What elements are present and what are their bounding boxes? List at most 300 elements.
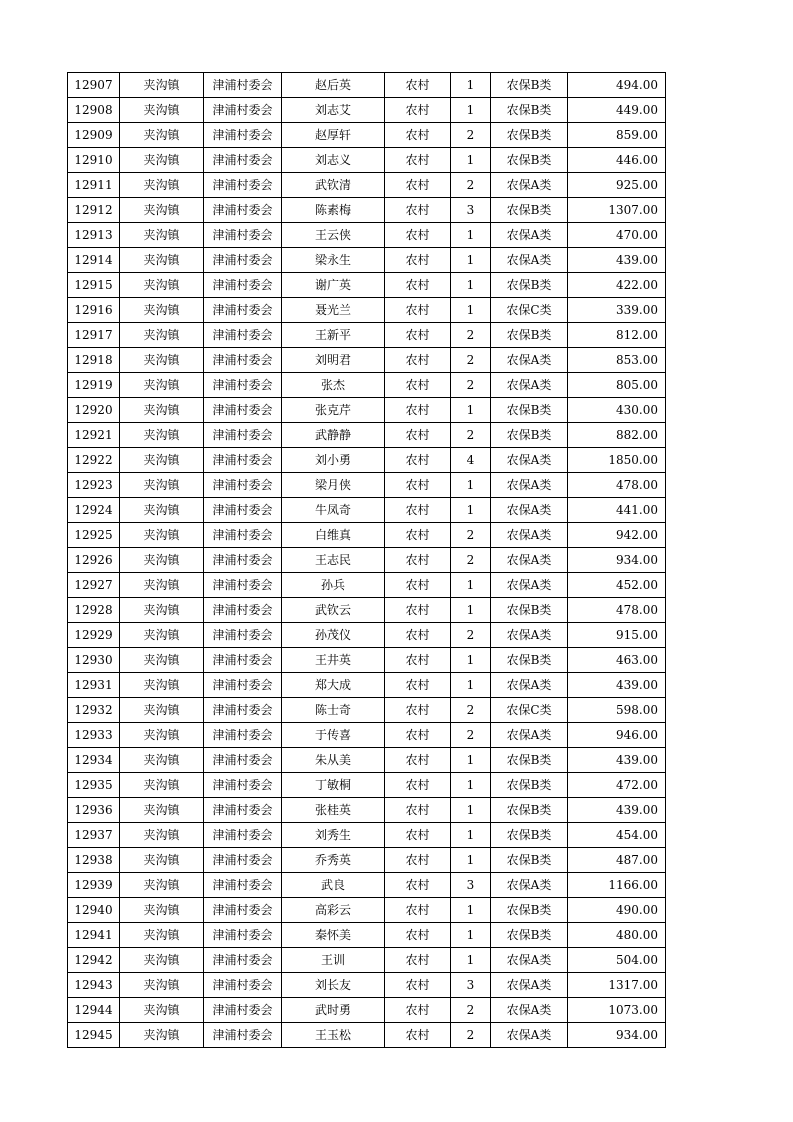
village-committee-cell: 津浦村委会	[204, 748, 282, 773]
household-size-cell: 2	[451, 698, 491, 723]
table-row	[68, 823, 666, 848]
area-type-cell: 农村	[385, 348, 451, 373]
record-id-cell: 12914	[68, 248, 120, 273]
household-size-cell: 2	[451, 123, 491, 148]
record-id-cell: 12917	[68, 323, 120, 348]
category-cell: 农保B类	[491, 898, 568, 923]
name-cell: 孙兵	[282, 573, 385, 598]
table-row	[68, 923, 666, 948]
area-type-cell: 农村	[385, 798, 451, 823]
record-id-cell: 12927	[68, 573, 120, 598]
area-type-cell: 农村	[385, 148, 451, 173]
table-row	[68, 498, 666, 523]
town-cell: 夹沟镇	[120, 948, 204, 973]
table-row	[68, 98, 666, 123]
table-row	[68, 148, 666, 173]
record-id-cell: 12924	[68, 498, 120, 523]
household-size-cell: 1	[451, 648, 491, 673]
category-cell: 农保B类	[491, 123, 568, 148]
table-row	[68, 473, 666, 498]
household-size-cell: 1	[451, 298, 491, 323]
table-row	[68, 373, 666, 398]
name-cell: 武钦云	[282, 598, 385, 623]
household-size-cell: 1	[451, 823, 491, 848]
name-cell: 张杰	[282, 373, 385, 398]
town-cell: 夹沟镇	[120, 523, 204, 548]
record-id-cell: 12943	[68, 973, 120, 998]
amount-cell: 470.00	[568, 223, 666, 248]
village-committee-cell: 津浦村委会	[204, 473, 282, 498]
category-cell: 农保A类	[491, 973, 568, 998]
table-row	[68, 998, 666, 1023]
record-id-cell: 12910	[68, 148, 120, 173]
record-id-cell: 12921	[68, 423, 120, 448]
town-cell: 夹沟镇	[120, 348, 204, 373]
area-type-cell: 农村	[385, 223, 451, 248]
village-committee-cell: 津浦村委会	[204, 773, 282, 798]
household-size-cell: 1	[451, 248, 491, 273]
amount-cell: 805.00	[568, 373, 666, 398]
household-size-cell: 2	[451, 1023, 491, 1048]
amount-cell: 430.00	[568, 398, 666, 423]
town-cell: 夹沟镇	[120, 998, 204, 1023]
area-type-cell: 农村	[385, 323, 451, 348]
village-committee-cell: 津浦村委会	[204, 173, 282, 198]
amount-cell: 452.00	[568, 573, 666, 598]
area-type-cell: 农村	[385, 673, 451, 698]
category-cell: 农保B类	[491, 323, 568, 348]
village-committee-cell: 津浦村委会	[204, 898, 282, 923]
category-cell: 农保B类	[491, 848, 568, 873]
name-cell: 张克芹	[282, 398, 385, 423]
amount-cell: 504.00	[568, 948, 666, 973]
category-cell: 农保A类	[491, 173, 568, 198]
household-size-cell: 1	[451, 773, 491, 798]
household-size-cell: 2	[451, 523, 491, 548]
village-committee-cell: 津浦村委会	[204, 973, 282, 998]
household-size-cell: 2	[451, 623, 491, 648]
table-row	[68, 448, 666, 473]
household-size-cell: 1	[451, 748, 491, 773]
town-cell: 夹沟镇	[120, 323, 204, 348]
table-row	[68, 223, 666, 248]
name-cell: 王井英	[282, 648, 385, 673]
name-cell: 王云侠	[282, 223, 385, 248]
area-type-cell: 农村	[385, 773, 451, 798]
household-size-cell: 3	[451, 973, 491, 998]
village-committee-cell: 津浦村委会	[204, 673, 282, 698]
village-committee-cell: 津浦村委会	[204, 648, 282, 673]
table-row	[68, 948, 666, 973]
village-committee-cell: 津浦村委会	[204, 698, 282, 723]
village-committee-cell: 津浦村委会	[204, 98, 282, 123]
table-row	[68, 323, 666, 348]
table-row	[68, 973, 666, 998]
table-row	[68, 798, 666, 823]
record-id-cell: 12913	[68, 223, 120, 248]
town-cell: 夹沟镇	[120, 598, 204, 623]
category-cell: 农保A类	[491, 473, 568, 498]
category-cell: 农保A类	[491, 223, 568, 248]
name-cell: 谢广英	[282, 273, 385, 298]
village-committee-cell: 津浦村委会	[204, 123, 282, 148]
table-row	[68, 698, 666, 723]
town-cell: 夹沟镇	[120, 123, 204, 148]
name-cell: 武时勇	[282, 998, 385, 1023]
household-size-cell: 4	[451, 448, 491, 473]
table-row	[68, 848, 666, 873]
category-cell: 农保B类	[491, 398, 568, 423]
record-id-cell: 12925	[68, 523, 120, 548]
category-cell: 农保A类	[491, 623, 568, 648]
town-cell: 夹沟镇	[120, 923, 204, 948]
amount-cell: 439.00	[568, 673, 666, 698]
table-row	[68, 73, 666, 98]
category-cell: 农保B类	[491, 273, 568, 298]
town-cell: 夹沟镇	[120, 673, 204, 698]
category-cell: 农保B类	[491, 648, 568, 673]
category-cell: 农保B类	[491, 748, 568, 773]
household-size-cell: 1	[451, 498, 491, 523]
village-committee-cell: 津浦村委会	[204, 448, 282, 473]
area-type-cell: 农村	[385, 823, 451, 848]
category-cell: 农保A类	[491, 373, 568, 398]
household-size-cell: 3	[451, 198, 491, 223]
category-cell: 农保A类	[491, 498, 568, 523]
amount-cell: 1073.00	[568, 998, 666, 1023]
record-id-cell: 12908	[68, 98, 120, 123]
household-size-cell: 1	[451, 148, 491, 173]
area-type-cell: 农村	[385, 898, 451, 923]
household-size-cell: 1	[451, 798, 491, 823]
record-id-cell: 12933	[68, 723, 120, 748]
village-committee-cell: 津浦村委会	[204, 223, 282, 248]
town-cell: 夹沟镇	[120, 848, 204, 873]
household-size-cell: 3	[451, 873, 491, 898]
town-cell: 夹沟镇	[120, 898, 204, 923]
category-cell: 农保B类	[491, 773, 568, 798]
area-type-cell: 农村	[385, 523, 451, 548]
name-cell: 高彩云	[282, 898, 385, 923]
amount-cell: 478.00	[568, 598, 666, 623]
name-cell: 武钦清	[282, 173, 385, 198]
category-cell: 农保B类	[491, 798, 568, 823]
town-cell: 夹沟镇	[120, 548, 204, 573]
category-cell: 农保A类	[491, 548, 568, 573]
village-committee-cell: 津浦村委会	[204, 1023, 282, 1048]
category-cell: 农保A类	[491, 448, 568, 473]
amount-cell: 439.00	[568, 748, 666, 773]
name-cell: 梁月侠	[282, 473, 385, 498]
name-cell: 聂光兰	[282, 298, 385, 323]
record-id-cell: 12935	[68, 773, 120, 798]
amount-cell: 598.00	[568, 698, 666, 723]
name-cell: 白维真	[282, 523, 385, 548]
town-cell: 夹沟镇	[120, 98, 204, 123]
table-row	[68, 573, 666, 598]
amount-cell: 472.00	[568, 773, 666, 798]
amount-cell: 422.00	[568, 273, 666, 298]
record-id-cell: 12941	[68, 923, 120, 948]
name-cell: 王训	[282, 948, 385, 973]
category-cell: 农保B类	[491, 198, 568, 223]
household-size-cell: 1	[451, 673, 491, 698]
amount-cell: 1166.00	[568, 873, 666, 898]
name-cell: 乔秀英	[282, 848, 385, 873]
amount-cell: 946.00	[568, 723, 666, 748]
town-cell: 夹沟镇	[120, 423, 204, 448]
name-cell: 王志民	[282, 548, 385, 573]
village-committee-cell: 津浦村委会	[204, 848, 282, 873]
name-cell: 王玉松	[282, 1023, 385, 1048]
household-size-cell: 2	[451, 373, 491, 398]
table-row	[68, 348, 666, 373]
village-committee-cell: 津浦村委会	[204, 998, 282, 1023]
name-cell: 陈素梅	[282, 198, 385, 223]
village-committee-cell: 津浦村委会	[204, 723, 282, 748]
amount-cell: 490.00	[568, 898, 666, 923]
area-type-cell: 农村	[385, 448, 451, 473]
name-cell: 梁永生	[282, 248, 385, 273]
category-cell: 农保B类	[491, 598, 568, 623]
town-cell: 夹沟镇	[120, 748, 204, 773]
record-id-cell: 12934	[68, 748, 120, 773]
name-cell: 刘明君	[282, 348, 385, 373]
town-cell: 夹沟镇	[120, 373, 204, 398]
name-cell: 赵厚轩	[282, 123, 385, 148]
table-row	[68, 748, 666, 773]
table-row	[68, 273, 666, 298]
town-cell: 夹沟镇	[120, 448, 204, 473]
area-type-cell: 农村	[385, 973, 451, 998]
area-type-cell: 农村	[385, 648, 451, 673]
area-type-cell: 农村	[385, 73, 451, 98]
category-cell: 农保A类	[491, 348, 568, 373]
category-cell: 农保B类	[491, 73, 568, 98]
record-id-cell: 12940	[68, 898, 120, 923]
record-id-cell: 12944	[68, 998, 120, 1023]
village-committee-cell: 津浦村委会	[204, 623, 282, 648]
area-type-cell: 农村	[385, 198, 451, 223]
household-size-cell: 2	[451, 423, 491, 448]
category-cell: 农保B类	[491, 98, 568, 123]
amount-cell: 925.00	[568, 173, 666, 198]
amount-cell: 915.00	[568, 623, 666, 648]
record-id-cell: 12920	[68, 398, 120, 423]
category-cell: 农保B类	[491, 423, 568, 448]
name-cell: 刘秀生	[282, 823, 385, 848]
name-cell: 孙茂仪	[282, 623, 385, 648]
household-size-cell: 1	[451, 473, 491, 498]
town-cell: 夹沟镇	[120, 223, 204, 248]
record-id-cell: 12919	[68, 373, 120, 398]
town-cell: 夹沟镇	[120, 973, 204, 998]
table-row	[68, 398, 666, 423]
category-cell: 农保A类	[491, 1023, 568, 1048]
table-body	[68, 73, 666, 1048]
table-row	[68, 548, 666, 573]
town-cell: 夹沟镇	[120, 73, 204, 98]
record-id-cell: 12938	[68, 848, 120, 873]
village-committee-cell: 津浦村委会	[204, 198, 282, 223]
town-cell: 夹沟镇	[120, 498, 204, 523]
area-type-cell: 农村	[385, 923, 451, 948]
table-row	[68, 648, 666, 673]
amount-cell: 487.00	[568, 848, 666, 873]
village-committee-cell: 津浦村委会	[204, 548, 282, 573]
area-type-cell: 农村	[385, 273, 451, 298]
village-committee-cell: 津浦村委会	[204, 423, 282, 448]
area-type-cell: 农村	[385, 698, 451, 723]
village-committee-cell: 津浦村委会	[204, 573, 282, 598]
table-row	[68, 723, 666, 748]
town-cell: 夹沟镇	[120, 398, 204, 423]
record-id-cell: 12942	[68, 948, 120, 973]
record-id-cell: 12929	[68, 623, 120, 648]
record-id-cell: 12930	[68, 648, 120, 673]
name-cell: 刘小勇	[282, 448, 385, 473]
household-size-cell: 1	[451, 398, 491, 423]
category-cell: 农保C类	[491, 698, 568, 723]
town-cell: 夹沟镇	[120, 623, 204, 648]
area-type-cell: 农村	[385, 598, 451, 623]
category-cell: 农保A类	[491, 948, 568, 973]
record-id-cell: 12931	[68, 673, 120, 698]
town-cell: 夹沟镇	[120, 573, 204, 598]
category-cell: 农保A类	[491, 573, 568, 598]
amount-cell: 480.00	[568, 923, 666, 948]
town-cell: 夹沟镇	[120, 298, 204, 323]
area-type-cell: 农村	[385, 723, 451, 748]
amount-cell: 463.00	[568, 648, 666, 673]
amount-cell: 339.00	[568, 298, 666, 323]
area-type-cell: 农村	[385, 848, 451, 873]
area-type-cell: 农村	[385, 473, 451, 498]
area-type-cell: 农村	[385, 398, 451, 423]
village-committee-cell: 津浦村委会	[204, 823, 282, 848]
amount-cell: 859.00	[568, 123, 666, 148]
amount-cell: 1317.00	[568, 973, 666, 998]
record-id-cell: 12928	[68, 598, 120, 623]
record-id-cell: 12915	[68, 273, 120, 298]
category-cell: 农保A类	[491, 248, 568, 273]
record-id-cell: 12939	[68, 873, 120, 898]
area-type-cell: 农村	[385, 873, 451, 898]
area-type-cell: 农村	[385, 1023, 451, 1048]
name-cell: 陈士奇	[282, 698, 385, 723]
amount-cell: 942.00	[568, 523, 666, 548]
area-type-cell: 农村	[385, 298, 451, 323]
name-cell: 丁敏桐	[282, 773, 385, 798]
village-committee-cell: 津浦村委会	[204, 248, 282, 273]
record-id-cell: 12926	[68, 548, 120, 573]
record-id-cell: 12937	[68, 823, 120, 848]
village-committee-cell: 津浦村委会	[204, 523, 282, 548]
table-row	[68, 298, 666, 323]
amount-cell: 439.00	[568, 798, 666, 823]
category-cell: 农保C类	[491, 298, 568, 323]
household-size-cell: 1	[451, 98, 491, 123]
table-row	[68, 173, 666, 198]
category-cell: 农保B类	[491, 823, 568, 848]
village-committee-cell: 津浦村委会	[204, 598, 282, 623]
table-row	[68, 673, 666, 698]
record-id-cell: 12932	[68, 698, 120, 723]
area-type-cell: 农村	[385, 573, 451, 598]
category-cell: 农保A类	[491, 998, 568, 1023]
area-type-cell: 农村	[385, 748, 451, 773]
data-table	[67, 72, 666, 1048]
household-size-cell: 2	[451, 348, 491, 373]
amount-cell: 494.00	[568, 73, 666, 98]
town-cell: 夹沟镇	[120, 198, 204, 223]
amount-cell: 934.00	[568, 1023, 666, 1048]
village-committee-cell: 津浦村委会	[204, 948, 282, 973]
village-committee-cell: 津浦村委会	[204, 798, 282, 823]
town-cell: 夹沟镇	[120, 823, 204, 848]
household-size-cell: 1	[451, 573, 491, 598]
record-id-cell: 12911	[68, 173, 120, 198]
table-row	[68, 598, 666, 623]
category-cell: 农保A类	[491, 523, 568, 548]
village-committee-cell: 津浦村委会	[204, 323, 282, 348]
amount-cell: 1307.00	[568, 198, 666, 223]
amount-cell: 853.00	[568, 348, 666, 373]
amount-cell: 1850.00	[568, 448, 666, 473]
category-cell: 农保A类	[491, 673, 568, 698]
table-row	[68, 248, 666, 273]
household-size-cell: 2	[451, 998, 491, 1023]
village-committee-cell: 津浦村委会	[204, 348, 282, 373]
record-id-cell: 12923	[68, 473, 120, 498]
area-type-cell: 农村	[385, 623, 451, 648]
area-type-cell: 农村	[385, 998, 451, 1023]
town-cell: 夹沟镇	[120, 1023, 204, 1048]
name-cell: 刘长友	[282, 973, 385, 998]
amount-cell: 812.00	[568, 323, 666, 348]
name-cell: 秦怀美	[282, 923, 385, 948]
record-id-cell: 12916	[68, 298, 120, 323]
area-type-cell: 农村	[385, 98, 451, 123]
area-type-cell: 农村	[385, 548, 451, 573]
name-cell: 王新平	[282, 323, 385, 348]
village-committee-cell: 津浦村委会	[204, 373, 282, 398]
area-type-cell: 农村	[385, 423, 451, 448]
household-size-cell: 2	[451, 548, 491, 573]
record-id-cell: 12909	[68, 123, 120, 148]
category-cell: 农保A类	[491, 873, 568, 898]
category-cell: 农保B类	[491, 148, 568, 173]
table-row	[68, 773, 666, 798]
amount-cell: 454.00	[568, 823, 666, 848]
area-type-cell: 农村	[385, 373, 451, 398]
name-cell: 牛凤奇	[282, 498, 385, 523]
table-row	[68, 123, 666, 148]
category-cell: 农保A类	[491, 723, 568, 748]
town-cell: 夹沟镇	[120, 473, 204, 498]
table-row	[68, 873, 666, 898]
area-type-cell: 农村	[385, 173, 451, 198]
household-size-cell: 2	[451, 173, 491, 198]
amount-cell: 441.00	[568, 498, 666, 523]
village-committee-cell: 津浦村委会	[204, 73, 282, 98]
town-cell: 夹沟镇	[120, 173, 204, 198]
name-cell: 刘志艾	[282, 98, 385, 123]
amount-cell: 882.00	[568, 423, 666, 448]
category-cell: 农保B类	[491, 923, 568, 948]
name-cell: 朱从美	[282, 748, 385, 773]
table-row	[68, 623, 666, 648]
